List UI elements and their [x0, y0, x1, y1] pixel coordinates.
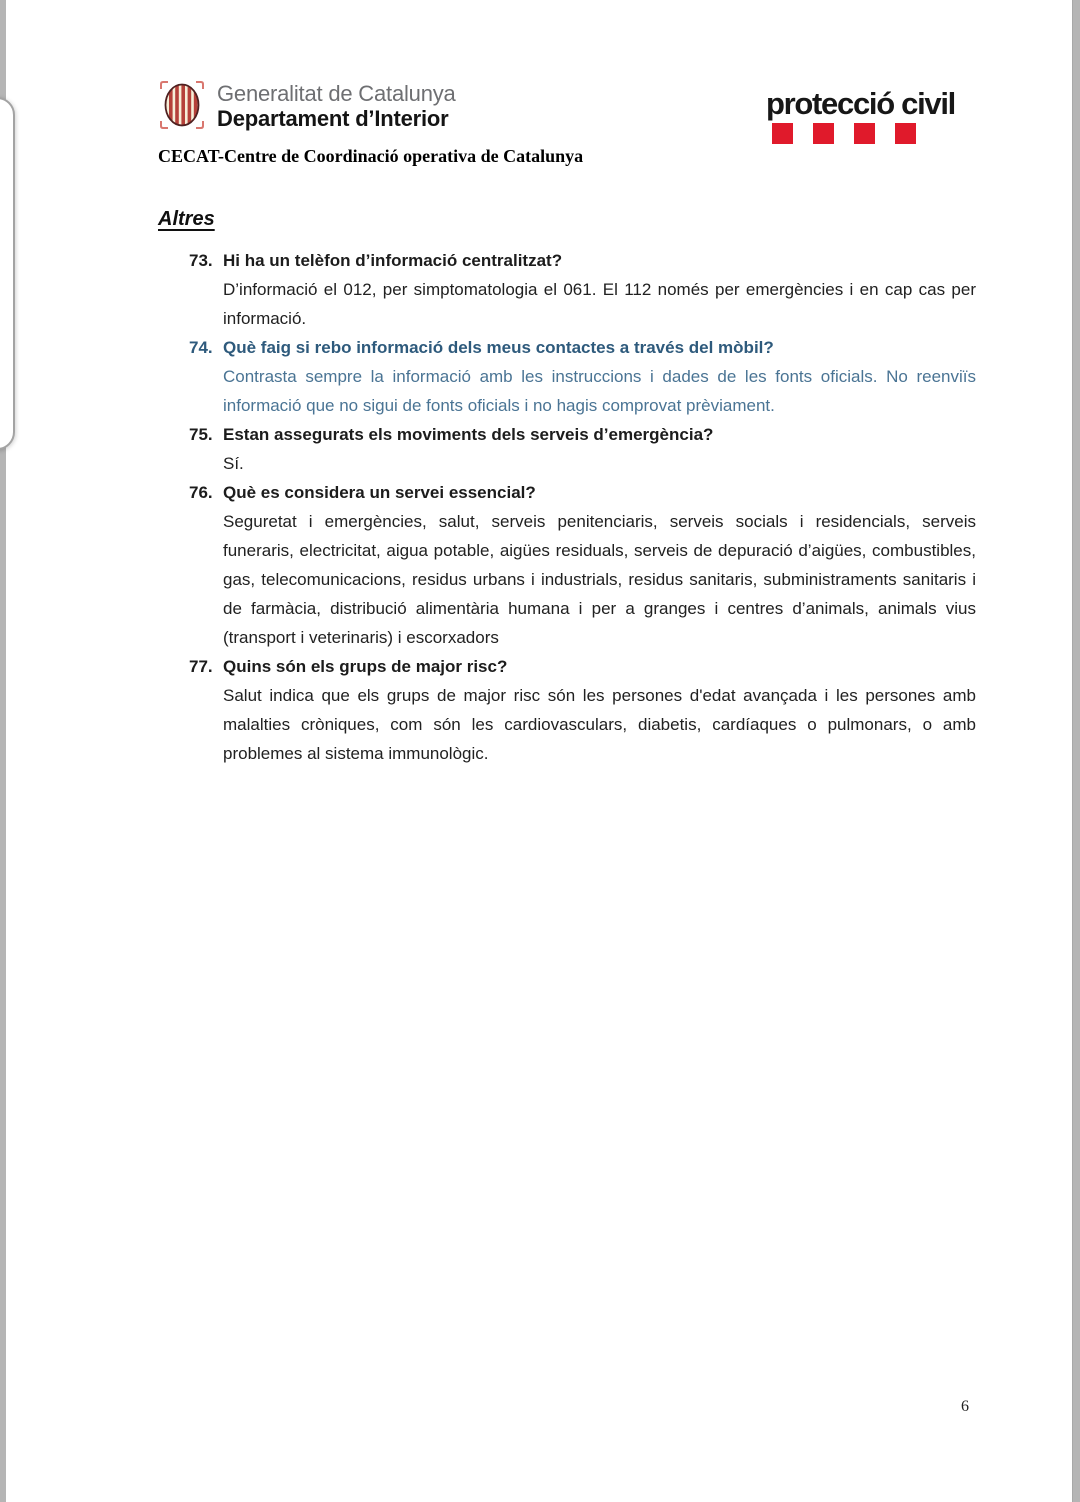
faq-question-text: Quins són els grups de major risc?	[223, 657, 508, 676]
faq-answer: Sí.	[223, 454, 244, 473]
faq-question	[189, 478, 976, 507]
org-name: Generalitat de Catalunya	[217, 81, 456, 106]
faq-number: 73.	[189, 251, 213, 270]
red-square-icon	[772, 123, 793, 144]
proteccio-civil-logo	[766, 88, 996, 120]
faq-question-text: Què faig si rebo informació dels meus contactes a través del mòbil?	[223, 338, 774, 357]
faq-question-text: Estan assegurats els moviments dels serveis d’emergència?	[223, 425, 714, 444]
section-heading: Altres	[158, 208, 215, 230]
faq-item	[189, 420, 976, 478]
faq-answer: Contrasta sempre la informació amb les instruccions i dades de les fonts oficials. No reenviïs informació que no sigui de fonts oficials i no hagis comprovat prèviament.	[223, 367, 976, 415]
faq-item	[189, 333, 976, 420]
faq-item	[189, 246, 976, 333]
red-square-icon	[854, 123, 875, 144]
viewer-right-edge	[1072, 0, 1080, 1502]
faq-question-text: Què es considera un servei essencial?	[223, 483, 536, 502]
org-identity	[217, 81, 456, 131]
faq-answer: Salut indica que els grups de major risc són les persones d'edat avançada i les persones amb malalties cròniques, com són les cardiovasculars, diabetis, cardíaques o pulmonars, o amb problemes al sistema immunològic.	[223, 686, 976, 763]
faq-list	[189, 246, 976, 768]
page-number: 6	[961, 1398, 969, 1415]
faq-number: 75.	[189, 425, 213, 444]
generalitat-logo-icon	[158, 79, 206, 131]
faq-question-text: Hi ha un telèfon d’informació centralitzat?	[223, 251, 563, 270]
faq-question	[189, 333, 976, 362]
faq-question	[189, 420, 976, 449]
faq-number: 77.	[189, 657, 213, 676]
faq-answer: D’informació el 012, per simptomatologia el 061. El 112 només per emergències i en cap cas per informació.	[223, 280, 976, 328]
proteccio-civil-squares	[772, 123, 916, 144]
faq-question	[189, 652, 976, 681]
faq-number: 76.	[189, 483, 213, 502]
red-square-icon	[813, 123, 834, 144]
department-name: Departament d’Interior	[217, 106, 449, 131]
faq-question	[189, 246, 976, 275]
faq-number: 74.	[189, 338, 213, 357]
side-panel-handle[interactable]	[0, 97, 15, 450]
faq-item	[189, 652, 976, 768]
faq-item	[189, 478, 976, 652]
proteccio-civil-logo-text: protecció civil	[766, 86, 955, 121]
red-square-icon	[895, 123, 916, 144]
faq-answer: Seguretat i emergències, salut, serveis penitenciaris, serveis socials i residencials, serveis funeraris, electricitat, aigua potable, aigües residuals, serveis de depuració d’aigües, combustibles, gas, telecomunicacions, residus urbans i industrials, residus sanitaris, subministraments sanitaris i de farmàcia, distribució alimentària humana i per a granges i centres d’animals, animals vius (transport i veterinaris) i escorxadors	[223, 512, 976, 647]
cecat-subtitle: CECAT-Centre de Coordinació operativa de Catalunya	[158, 146, 584, 166]
